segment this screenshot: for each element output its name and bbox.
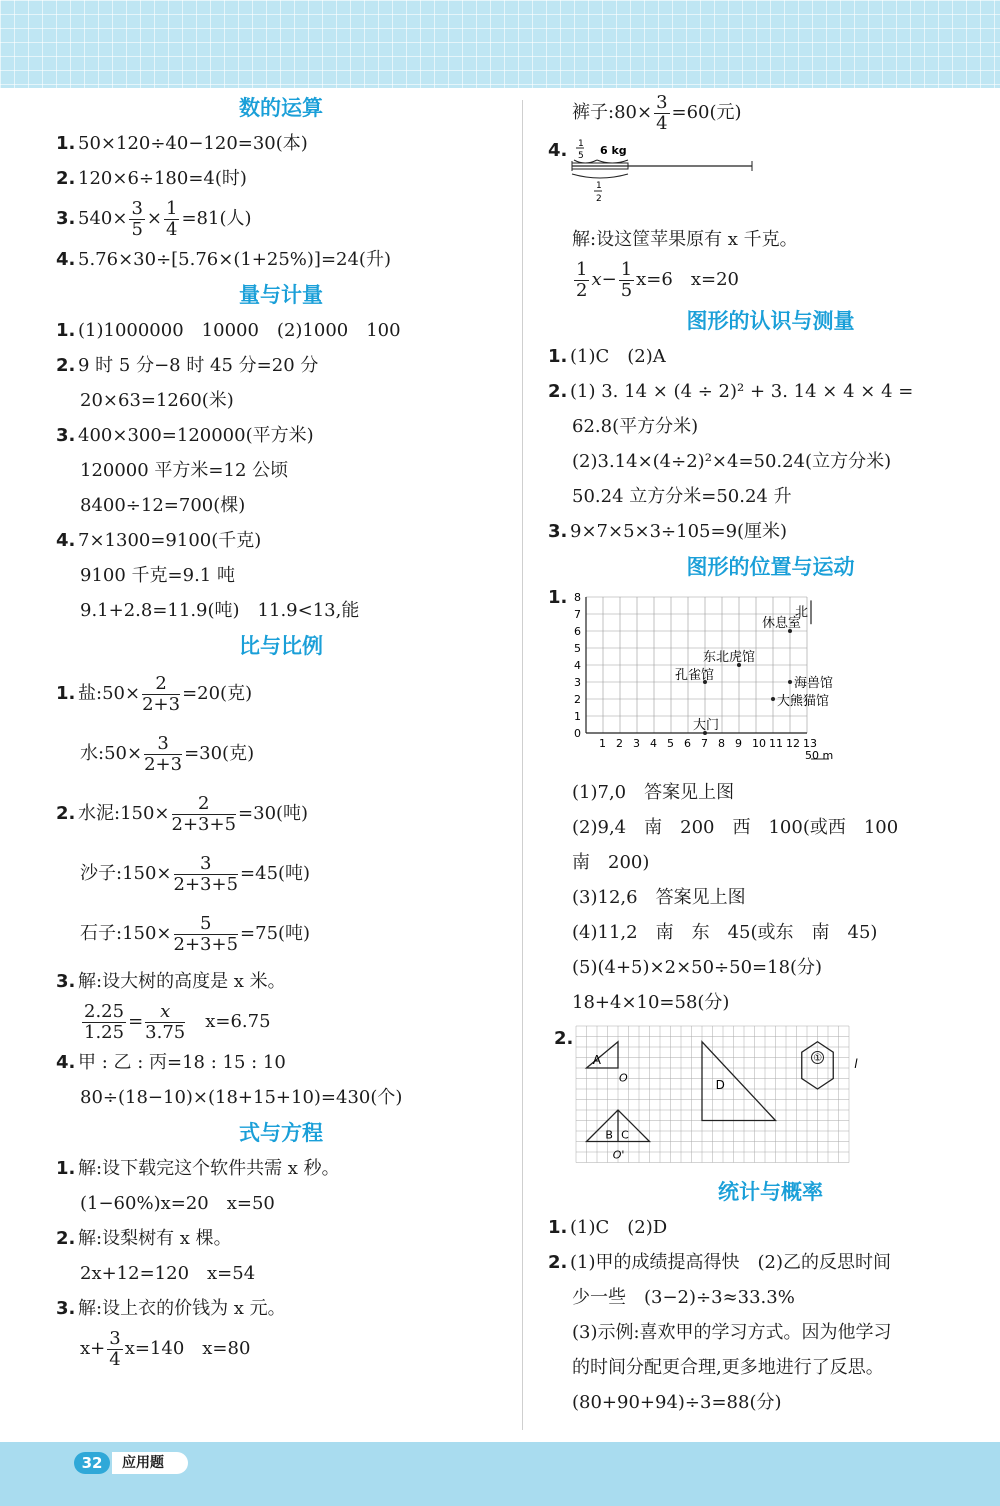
triangle-A <box>587 1042 619 1068</box>
answer-line: 的时间分配更合理,更多地进行了反思。 <box>572 1357 884 1378</box>
answer-line: 水:50× $\frac{3}{2+3}$ =30(克) <box>80 732 255 775</box>
answer-line: 2. (1)甲的成绩提高得快 (2)乙的反思时间 <box>548 1252 891 1273</box>
answer-line: 解:设这筐苹果原有 x 千克。 <box>572 229 798 250</box>
label-O: O <box>619 1071 628 1085</box>
y-tick-label: 3 <box>574 676 581 689</box>
fraction: $\frac{1}{5}$ <box>620 258 633 301</box>
answer-line: 62.8(平方分米) <box>572 416 699 437</box>
answer-line: 2. (1) 3. 14 × (4 ÷ 2)² + 3. 14 × 4 × 4 = <box>548 381 914 402</box>
x-tick-label: 2 <box>616 737 623 750</box>
diagram-half-bot: 2 <box>596 194 602 204</box>
answer-line: 少一些 (3−2)÷3≈33.3% <box>572 1287 795 1308</box>
answer-line: 18+4×10=58(分) <box>572 992 730 1013</box>
answer-line: (1−60%)x=20 x=50 <box>80 1193 275 1214</box>
scale-label: 50 m <box>805 749 834 762</box>
answer-line: 1. 50×120÷40−120=30(本) <box>56 133 308 154</box>
fraction: $\frac{3}{2+3+5}$ <box>173 852 239 895</box>
answer-line: 1. (1)C (2)D <box>548 1217 668 1238</box>
left-column <box>56 90 506 1372</box>
answer-line: (1)7,0 答案见上图 <box>572 782 735 803</box>
answer-line: 2. 解:设梨树有 x 棵。 <box>56 1228 232 1249</box>
fraction: $\frac{1}{2}$ <box>576 258 588 301</box>
answer-line: 2. 120×6÷180=4(时) <box>56 168 247 189</box>
answer-line: 南 200) <box>572 852 650 873</box>
x-tick-label: 7 <box>701 737 708 750</box>
fraction: $\frac{3}{4}$ <box>656 91 668 134</box>
section-title: 图形的位置与运动 <box>686 555 855 579</box>
answer-line: 2. 水泥:150× $\frac{2}{2+3+5}$ =30(吨) <box>56 792 309 835</box>
answer-line: 1. (1)C (2)A <box>548 346 666 367</box>
answer-line: 1. (1)1000000 10000 (2)1000 100 <box>56 320 401 341</box>
answer-line: (2)3.14×(4÷2)²×4=50.24(立方分米) <box>572 451 892 472</box>
answer-line: 80÷(18−10)×(18+15+10)=430(个) <box>80 1087 403 1108</box>
x-tick-label: 6 <box>684 737 691 750</box>
label-D: D <box>715 1078 725 1092</box>
answer-line: 3. 540× $\frac{3}{5}$ × $\frac{1}{4}$ =81(人) <box>56 197 252 240</box>
y-tick-label: 1 <box>574 710 581 723</box>
x-tick-label: 8 <box>718 737 725 750</box>
answer-line: (2)9,4 南 200 西 100(或西 100 <box>572 817 899 838</box>
label-A: A <box>592 1052 602 1067</box>
map-place-label: 休息室 <box>762 616 802 631</box>
answer-line: 20×63=1260(米) <box>80 390 234 411</box>
y-tick-label: 8 <box>574 591 581 604</box>
y-tick-label: 5 <box>574 642 581 655</box>
x-tick-label: 9 <box>735 737 742 750</box>
fraction: $\frac{2}{2+3}$ <box>142 672 181 715</box>
fraction: $\frac{2}{2+3+5}$ <box>171 792 237 835</box>
section-title: 式与方程 <box>239 1121 323 1145</box>
y-tick-label: 0 <box>574 727 581 740</box>
page-number: 32 <box>74 1452 110 1474</box>
map-place-label: 海兽馆 <box>794 676 834 691</box>
label-B: B <box>605 1128 613 1142</box>
answer-line: 4. 7×1300=9100(千克) <box>56 530 262 551</box>
x-tick-label: 10 <box>752 737 766 750</box>
map-place-label: 孔雀馆 <box>675 668 715 683</box>
fraction: $\frac{3}{2+3}$ <box>144 732 183 775</box>
segment-diagram <box>570 136 770 222</box>
map-point <box>771 697 775 701</box>
label-1: ① <box>813 1053 823 1065</box>
answer-line: (3)示例:喜欢甲的学习方式。因为他学习 <box>572 1322 892 1343</box>
segment-diagram-row: 4. 1 5 6 kg 1 2 <box>548 136 993 222</box>
answer-line: 120000 平方米=12 公顷 <box>80 460 289 481</box>
answer-line: 1. 盐:50× $\frac{2}{2+3}$ =20(克) <box>56 672 253 715</box>
answer-line: 2x+12=120 x=54 <box>80 1263 256 1284</box>
diagram-frac-bot: 5 <box>578 151 584 161</box>
triangle-D <box>702 1042 776 1121</box>
fraction: $\frac{1}{4}$ <box>166 197 178 240</box>
diagram-bottom-brace <box>572 174 628 178</box>
answer-line: (80+90+94)÷3=88(分) <box>572 1392 782 1413</box>
y-tick-label: 6 <box>574 625 581 638</box>
answer-line: 3. 9×7×5×3÷105=9(厘米) <box>548 521 788 542</box>
map-place-label: 大门 <box>693 718 720 733</box>
answer-line: 50.24 立方分米=50.24 升 <box>572 486 792 507</box>
map-point <box>788 680 792 684</box>
diagram-frac-top: 1 <box>578 139 584 149</box>
answer-line: (5)(4+5)×2×50÷50=18(分) <box>572 957 823 978</box>
answer-line: 沙子:150× $\frac{3}{2+3+5}$ =45(吨) <box>80 852 311 895</box>
y-tick-label: 7 <box>574 608 581 621</box>
map-row: 1. 1 2 3 4 5 6 7 8 9 10 11 12 13 0 1 2 3 4 5 6 7 8 休息室 东北虎馆 孔雀馆 海兽馆 大熊猫馆 大门 北 50 m <box>548 585 993 775</box>
map-place-label: 东北虎馆 <box>703 650 756 665</box>
fraction: $\frac{2.25}{1.25}$ <box>84 1000 125 1043</box>
y-tick-label: 2 <box>574 693 581 706</box>
page-label: 应用题 <box>112 1452 188 1474</box>
x-tick-label: 11 <box>769 737 783 750</box>
answer-line: 9100 千克=9.1 吨 <box>80 565 235 586</box>
answer-line: 3. 解:设大树的高度是 x 米。 <box>56 971 286 992</box>
label-O-prime: O' <box>612 1148 625 1162</box>
north-label: 北 <box>795 605 809 620</box>
answer-line: (3)12,6 答案见上图 <box>572 887 746 908</box>
x-tick-label: 1 <box>599 737 606 750</box>
label-C: C <box>621 1128 629 1142</box>
fraction: $\frac{3}{5}$ <box>131 197 143 240</box>
column-divider <box>522 100 523 1430</box>
y-tick-label: 4 <box>574 659 581 672</box>
section-title: 统计与概率 <box>718 1180 823 1204</box>
fraction: $\frac{x}{3.75}$ <box>145 1000 186 1043</box>
transform-grid <box>574 1024 874 1172</box>
answer-line: 4. 甲 : 乙 : 丙=18 : 15 : 10 <box>56 1052 286 1073</box>
transform-grid-row: 2. A O D ① l B C O' <box>548 1024 993 1174</box>
right-column <box>548 90 993 1420</box>
diagram-kg-label: 6 kg <box>600 144 627 157</box>
answer-line: 1. 解:设下载完这个软件共需 x 秒。 <box>56 1158 340 1179</box>
answer-line: $\frac{2.25}{1.25}$ = $\frac{x}{3.75}$ x=6.75 <box>84 1000 271 1043</box>
section-title: 比与比例 <box>239 634 323 658</box>
answer-line: 4. 5.76×30÷[5.76×(1+25%)]=24(升) <box>56 249 391 270</box>
answer-line: 9.1+2.8=11.9(吨) 11.9<13,能 <box>80 600 360 621</box>
answer-line: (4)11,2 南 东 45(或东 南 45) <box>572 922 878 943</box>
zoo-map <box>566 585 866 775</box>
section-title: 量与计量 <box>239 283 323 307</box>
section-title: 数的运算 <box>239 96 323 120</box>
x-tick-label: 5 <box>667 737 674 750</box>
answer-line: 8400÷12=700(棵) <box>80 495 246 516</box>
diagram-half-top: 1 <box>596 181 602 191</box>
answer-line: 裤子:80× $\frac{3}{4}$ =60(元) <box>572 91 742 134</box>
answer-line: x+ $\frac{3}{4}$ x=140 x=80 <box>80 1327 251 1370</box>
fraction: $\frac{3}{4}$ <box>109 1327 121 1370</box>
header-band <box>0 0 1000 88</box>
fraction: $\frac{5}{2+3+5}$ <box>173 912 239 955</box>
x-tick-label: 3 <box>633 737 640 750</box>
label-l: l <box>854 1057 858 1071</box>
answer-line: 3. 解:设上衣的价钱为 x 元。 <box>56 1298 286 1319</box>
section-title: 图形的认识与测量 <box>686 309 855 333</box>
answer-line: 石子:150× $\frac{5}{2+3+5}$ =75(吨) <box>80 912 311 955</box>
x-tick-label: 4 <box>650 737 657 750</box>
answer-line: 2. 9 时 5 分−8 时 45 分=20 分 <box>56 355 319 376</box>
answer-line: $\frac{1}{2}$ x− $\frac{1}{5}$ x=6 x=20 <box>576 258 739 301</box>
x-tick-label: 12 <box>786 737 800 750</box>
map-place-label: 大熊猫馆 <box>777 694 830 709</box>
x-tick-label: 13 <box>803 737 817 750</box>
answer-line: 3. 400×300=120000(平方米) <box>56 425 314 446</box>
